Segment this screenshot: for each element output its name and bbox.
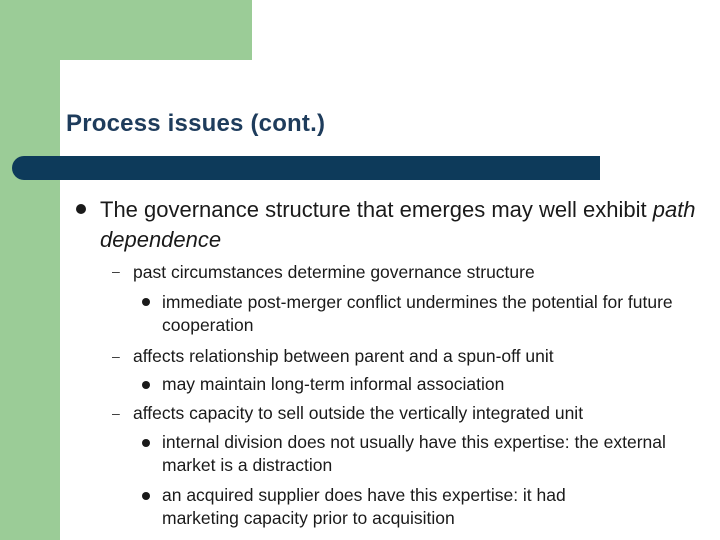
dash-icon: – (112, 405, 120, 421)
bullet-dot-icon (142, 298, 150, 306)
main-bullet-text-plain: The governance structure that emerges may well exhibit (100, 197, 653, 222)
main-bullet-text (100, 195, 712, 255)
slide-title: Process issues (cont.) (66, 110, 326, 137)
title-underline-bar (12, 156, 600, 180)
dash-icon: – (112, 348, 120, 364)
sub-item-3: affects capacity to sell outside the vertically integrated unit (133, 403, 584, 423)
bullet-dot-icon (142, 492, 150, 500)
main-bullet-text-italic: path dependence (100, 197, 696, 252)
sub-item-2: affects relationship between parent and a spun-off unit (133, 346, 554, 366)
sub-sub-item-3-2: an acquired supplier does have this expertise: it had marketing capacity prior to acquisition (162, 485, 566, 528)
sub-sub-item-2-1: may maintain long-term informal association (162, 374, 505, 394)
sub-sub-item-1-1: immediate post-merger conflict undermines the potential for future cooperation (162, 292, 673, 335)
bullet-dot-icon (142, 439, 150, 447)
sub-item-1: past circumstances determine governance structure (133, 262, 535, 282)
bullet-dot-icon (142, 381, 150, 389)
bullet-dot-icon (76, 204, 86, 214)
dash-icon: – (112, 263, 120, 279)
sub-sub-item-3-1: internal division does not usually have this expertise: the external market is a distraction (162, 432, 666, 475)
decorative-green-left (0, 0, 60, 540)
